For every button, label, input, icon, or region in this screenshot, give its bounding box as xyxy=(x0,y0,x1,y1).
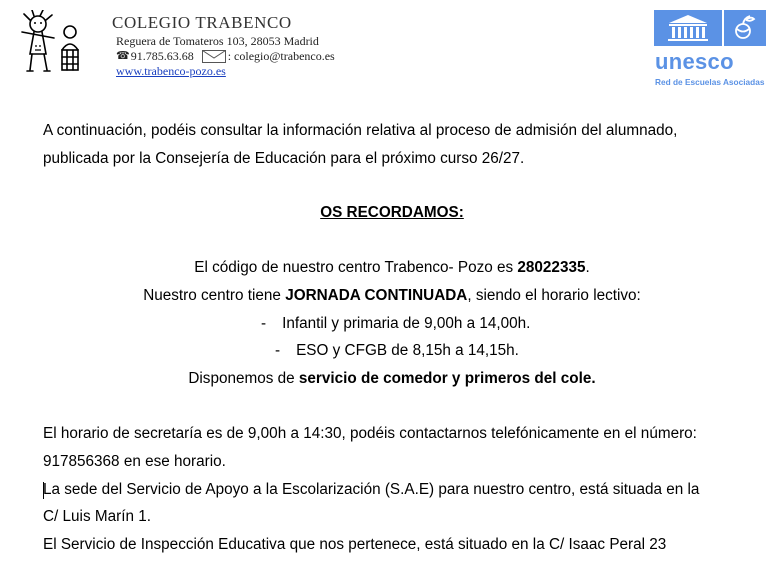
code-prefix: El código de nuestro centro Trabenco- Pozo es xyxy=(194,259,518,276)
school-phone: 91.785.63.68 xyxy=(130,49,194,63)
envelope-icon xyxy=(202,50,226,63)
school-website-link[interactable]: www.trabenco-pozo.es xyxy=(116,64,226,78)
school-email: : colegio@trabenco.es xyxy=(227,49,335,63)
unesco-emblem-icon xyxy=(654,10,766,46)
unesco-logo xyxy=(654,10,768,90)
schedule-line xyxy=(0,287,784,305)
list-item-text: ESO y CFGB de 8,15h a 14,15h. xyxy=(296,342,519,359)
schedule-suffix: , siendo el horario lectivo: xyxy=(467,287,641,304)
secretary-line-1: El horario de secretaría es de 9,00h a 14:30, podéis contactarnos telefónicamente en el número: xyxy=(43,425,697,442)
unesco-subtitle: Red de Escuelas Asociadas xyxy=(655,77,765,87)
section-heading: OS RECORDAMOS: xyxy=(320,204,464,221)
list-dash: - xyxy=(261,315,267,332)
intro-line-2: publicada por la Consejería de Educación para el próximo curso 26/27. xyxy=(43,150,525,167)
code-suffix: . xyxy=(585,259,590,276)
secretary-line-2: 917856368 en ese horario. xyxy=(43,453,226,470)
services-prefix: Disponemos de xyxy=(188,370,299,387)
schedule-prefix: Nuestro centro tiene xyxy=(143,287,286,304)
services-line xyxy=(0,370,784,388)
school-code: 28022335 xyxy=(517,259,586,276)
schedule-type: JORNADA CONTINUADA xyxy=(285,287,468,304)
inspection-line: El Servicio de Inspección Educativa que nos pertenece, está situado en la C/ Isaac Peral 23 xyxy=(43,536,667,553)
letterhead xyxy=(112,12,335,79)
school-address: Reguera de Tomateros 103, 28053 Madrid xyxy=(116,34,319,48)
list-item-text: Infantil y primaria de 9,00h a 14,00h. xyxy=(282,315,531,332)
intro-line-1: A continuación, podéis consultar la información relativa al proceso de admisión del alumnado, xyxy=(43,122,678,139)
school-code-line xyxy=(0,259,784,277)
schedule-list-item xyxy=(275,342,519,360)
contact-line xyxy=(116,49,335,64)
phone-icon: ☎ xyxy=(116,50,130,62)
school-name: COLEGIO TRABENCO xyxy=(112,13,292,32)
school-logo xyxy=(18,10,90,78)
unesco-wordmark: unesco xyxy=(655,49,734,74)
sae-line-1: La sede del Servicio de Apoyo a la Escolarización (S.A.E) para nuestro centro, está situada en la xyxy=(43,481,700,498)
sae-line-2: C/ Luis Marín 1. xyxy=(43,508,151,525)
schedule-list-item xyxy=(261,315,530,333)
services-list: servicio de comedor y primeros del cole. xyxy=(298,370,596,387)
list-dash: - xyxy=(275,342,281,359)
